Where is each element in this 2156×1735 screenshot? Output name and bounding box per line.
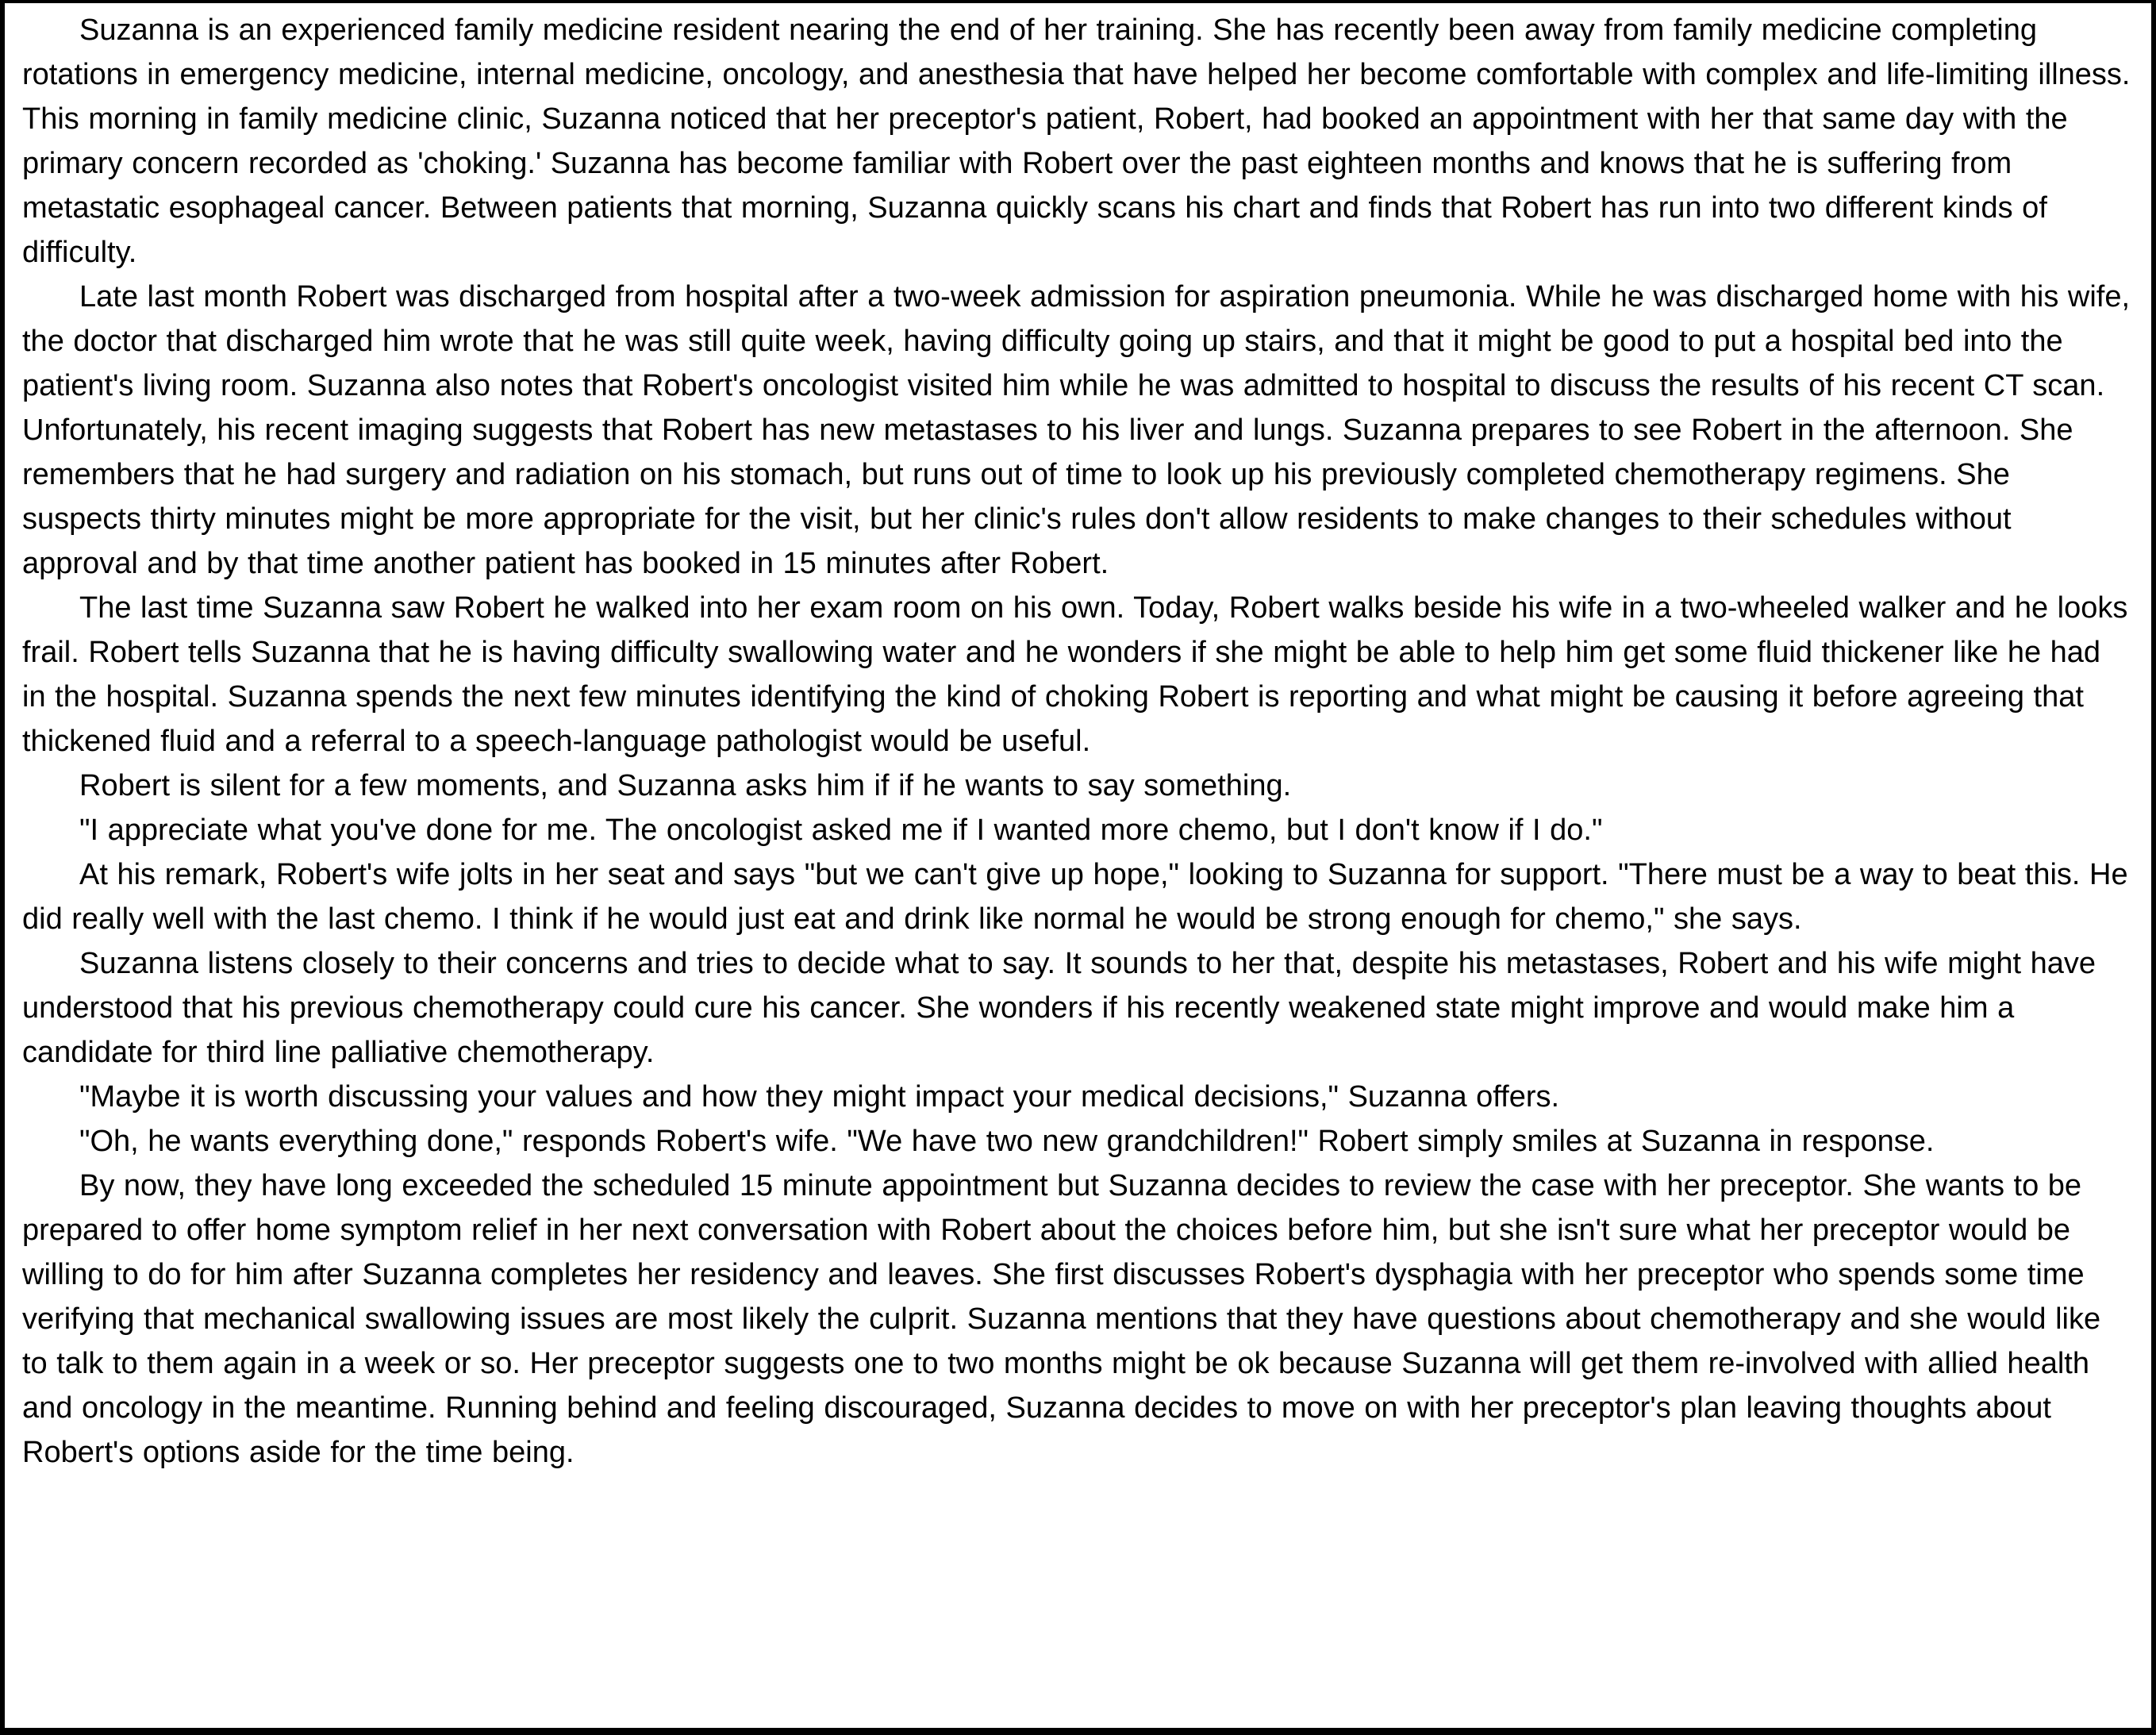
paragraph: Suzanna listens closely to their concerns and tries to decide what to say. It sounds to her that, despite his metastases, Robert and his wife might have understood that his previous chemotherapy could cure his cancer. She wonders if his recently weakened state might improve and would make him a candidate for third line palliative chemotherapy. <box>22 947 2096 1069</box>
story-text <box>5 3 2151 1728</box>
paragraph: By now, they have long exceeded the scheduled 15 minute appointment but Suzanna decides to review the case with her preceptor. She wants to be prepared to offer home symptom relief in her next conversation with Robert about the choices before him, but she isn't sure what her preceptor would be willing to do for him after Suzanna completes her residency and leaves. She first discusses Robert's dysphagia with her preceptor who spends some time verifying that mechanical swallowing issues are most likely the culprit. Suzanna mentions that they have questions about chemotherapy and she would like to talk to them again in a week or so. Her preceptor suggests one to two months might be ok because Suzanna will get them re-involved with allied health and oncology in the meantime. Running behind and feeling discouraged, Suzanna decides to move on with her preceptor's plan leaving thoughts about Robert's options aside for the time being. <box>22 1169 2101 1469</box>
paragraph: "Maybe it is worth discussing your values and how they might impact your medical decisions," Suzanna offers. <box>79 1080 1560 1114</box>
paragraph: Late last month Robert was discharged from hospital after a two-week admission for aspiration pneumonia. While he was discharged home with his wife, the doctor that discharged him wrote that he was still quite week, having difficulty going up stairs, and that it might be good to put a hospital bed into the patient's living room. Suzanna also notes that Robert's oncologist visited him while he was admitted to hospital to discuss the results of his recent CT scan. Unfortunately, his recent imaging suggests that Robert has new metastases to his liver and lungs. Suzanna prepares to see Robert in the afternoon. She remembers that he had surgery and radiation on his stomach, but runs out of time to look up his previously completed chemotherapy regimens. She suspects thirty minutes might be more appropriate for the visit, but her clinic's rules don't allow residents to make changes to their schedules without approval and by that time another patient has booked in 15 minutes after Robert. <box>22 280 2131 580</box>
paragraph: Suzanna is an experienced family medicine resident nearing the end of her training. She has recently been away from family medicine completing rotations in emergency medicine, internal medicine, oncology, and anesthesia that have helped her become comfortable with complex and life-limiting illness. This morning in family medicine clinic, Suzanna noticed that her preceptor's patient, Robert, had booked an appointment with her that same day with the primary concern recorded as 'choking.' Suzanna has become familiar with Robert over the past eighteen months and knows that he is suffering from metastatic esophageal cancer. Between patients that morning, Suzanna quickly scans his chart and finds that Robert has run into two different kinds of difficulty. <box>22 13 2131 269</box>
paragraph: "I appreciate what you've done for me. The oncologist asked me if I wanted more chemo, but I don't know if I do." <box>79 814 1603 847</box>
paragraph: The last time Suzanna saw Robert he walked into her exam room on his own. Today, Robert walks beside his wife in a two-wheeled walker and he looks frail. Robert tells Suzanna that he is having difficulty swallowing water and he wonders if she might be able to help him get some fluid thickener like he had in the hospital. Suzanna spends the next few minutes identifying the kind of choking Robert is reporting and what might be causing it before agreeing that thickened fluid and a referral to a speech-language pathologist would be useful. <box>22 591 2128 758</box>
paragraph: At his remark, Robert's wife jolts in her seat and says "but we can't give up hope," looking to Suzanna for support. "There must be a way to beat this. He did really well with the last chemo. I think if he would just eat and drink like normal he would be strong enough for chemo," she says. <box>22 858 2128 936</box>
paragraph: Robert is silent for a few moments, and Suzanna asks him if if he wants to say something. <box>79 769 1292 802</box>
paragraph: "Oh, he wants everything done," responds Robert's wife. "We have two new grandchildren!" Robert simply smiles at Suzanna in response. <box>79 1125 1935 1158</box>
